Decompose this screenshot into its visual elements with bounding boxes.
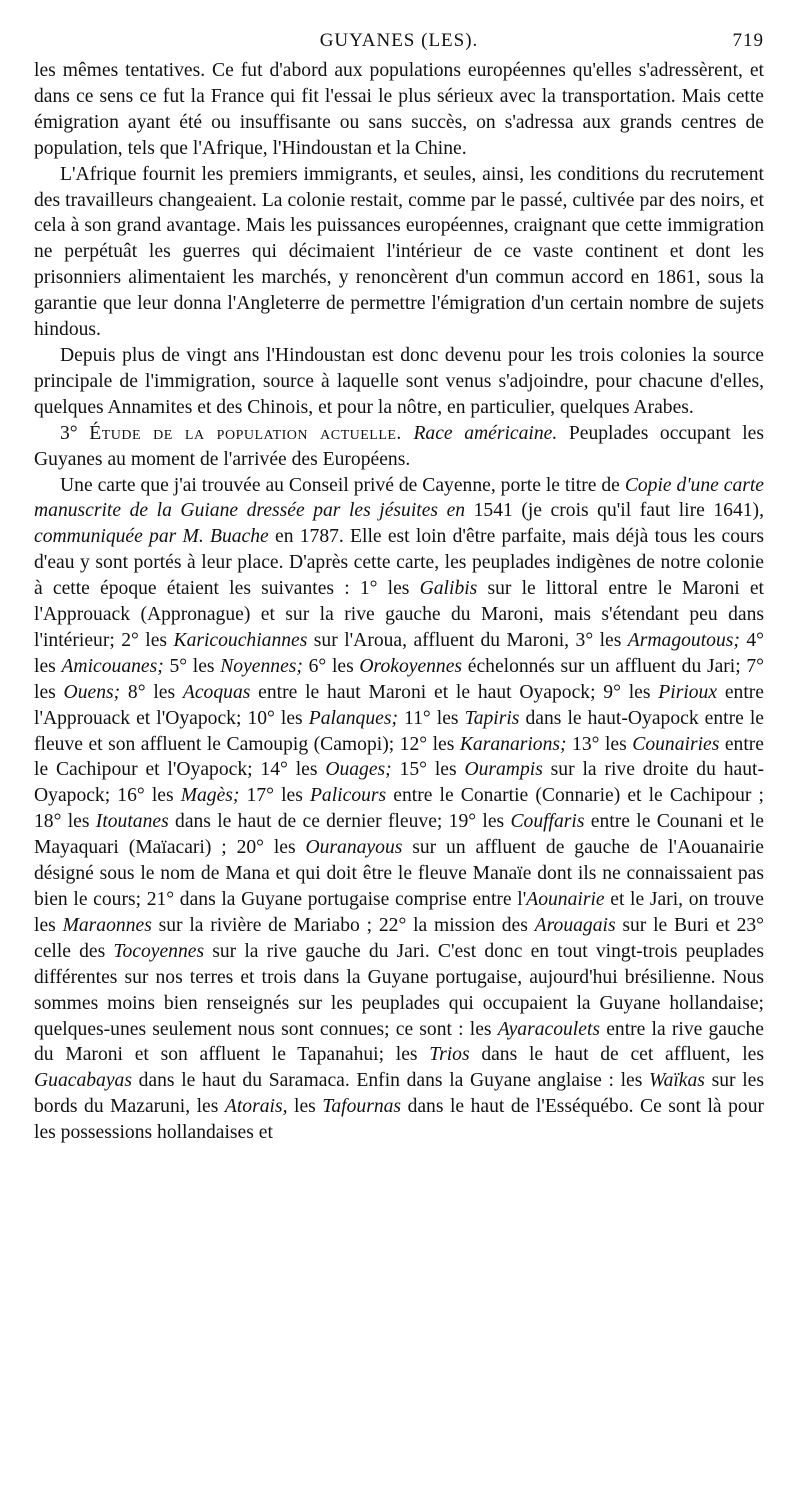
italic-text: Guacabayas [34, 1070, 132, 1092]
italic-text: Race américaine. [413, 422, 558, 444]
italic-text: Trios [429, 1044, 470, 1066]
italic-text: Ayaracoulets [497, 1018, 601, 1040]
italic-text: Tapiris [464, 707, 520, 729]
italic-text: Galibis [419, 578, 478, 600]
italic-text: Tafournas [322, 1096, 402, 1118]
italic-text: Ouens; [63, 681, 121, 703]
text-run [402, 423, 414, 444]
paragraph [34, 473, 764, 1147]
page-number: 719 [732, 30, 764, 51]
italic-text: Itoutanes [95, 811, 169, 833]
page-title: GUYANES (LES). [319, 30, 479, 51]
italic-text: Copie d'une carte manuscrite de la Guiane dressée par les jésuites en [34, 474, 764, 522]
text-run: Depuis plus de vingt ans l'Hindoustan est donc devenu pour les trois colonies la source principale de l'immigration, source à laquelle sont venus s'adjoindre, pour chacune d'elles, quelques Annamites et des Chinois, et pour la nôtre, en particulier, quelques Arabes. [34, 344, 764, 418]
text-run: sur la rive droite du haut-Oyapock; 16° les [34, 759, 764, 807]
italic-text: Orokoyennes [359, 655, 463, 677]
text-run: entre le Cachipour et l'Oyapock; 14° les [34, 733, 764, 781]
italic-text: Couffaris [510, 811, 585, 833]
text-run: sur le Buri et 23° celle des [34, 914, 765, 962]
italic-text: Aounairie [526, 889, 605, 910]
italic-text: Counairies [632, 733, 720, 755]
text-run: 15° les [391, 759, 465, 781]
italic-text: Palicours [309, 785, 387, 807]
text-run: 13° les [566, 733, 633, 755]
paragraph [34, 421, 764, 473]
text-run: dans le haut-Oyapock entre le fleuve et son affluent le Camoupig (Camopi); 12° les [34, 707, 764, 755]
text-run: sur l'Aroua, affluent du Maroni, 3° les [307, 629, 628, 651]
italic-text: Acoquas [182, 681, 251, 703]
text-run: entre le haut Maroni et le haut Oyapock; 9° les [250, 681, 659, 703]
paragraph [34, 162, 764, 343]
text-run: entre le Conartie (Connarie) et le Cachipour ; 18° les [34, 785, 764, 833]
italic-text: communiquée par M. Buache [34, 526, 269, 548]
text-run: entre le Counani et le Mayaquari (Maïacari) ; 20° les [34, 811, 764, 859]
italic-text: Waïkas [649, 1070, 705, 1092]
text-run: sur un affluent de gauche de l'Aouanairie désigné sous le nom de Mana et qui doit être le fleuve Manaïe dont ils ne connaissaient pas bien le cours; 21° dans la Guyane portugaise comprise entre l' [34, 837, 764, 910]
italic-text: Ouranayous [305, 837, 403, 859]
paragraph [34, 343, 764, 421]
italic-text: Pirioux [658, 681, 718, 703]
text-run: dans le haut de cet affluent, les [469, 1044, 764, 1066]
italic-text: Ouages; [325, 759, 392, 781]
text-run: 5° les [163, 655, 221, 677]
paragraph [34, 58, 764, 162]
text-run: 6° les [302, 655, 360, 677]
italic-text: Armagoutous; [627, 629, 740, 651]
text-run: les [287, 1096, 323, 1118]
text-run: en 1787. Elle est loin d'être parfaite, mais déjà tous les cours d'eau y sont portés à leur place. D'après cette carte, les peuplades indigènes de notre colonie à cette époque étaient les suivantes : 1° les [34, 526, 764, 600]
text-run: L'Afrique fournit les premiers immigrants, et seules, ainsi, les conditions du recrutement des travailleurs changeaient. La colonie restait, comme par le passé, cultivée par des noirs, et cela à son grand avantage. Mais les puissances européennes, craignant que cette immigration ne perpétuât les guerres qui décimaient l'intérieur de ce vaste continent et dont les prisonniers alimentaient les marchés, y renoncèrent d'un commun accord en 1861, sous la garantie que leur donna l'Angleterre de permettre l'émigration d'un certain nombre de sujets hindous. [34, 163, 764, 341]
italic-text: Tocoyennes [113, 940, 205, 962]
italic-text: Palanques; [308, 707, 398, 729]
text-run: Peuplades occupant les Guyanes au moment de l'arrivée des Européens. [34, 422, 765, 470]
text-run: les mêmes tentatives. Ce fut d'abord aux populations européennes qu'elles s'adressèrent, et dans ce sens ce fut la France qui fit l'essai le plus sérieux avec la transportation. Mais cette émigration ayant été ou insuffisante ou sans succès, on s'adressa aux grands centres de population, tels que l'Afrique, l'Hindoustan et la Chine. [34, 60, 764, 159]
italic-text: Ourampis [464, 759, 543, 781]
italic-text: Atorais, [224, 1096, 288, 1118]
italic-text: Noyennes; [220, 655, 303, 677]
text-run: 11° les [397, 707, 465, 729]
text-run: 3° [60, 422, 90, 444]
italic-text: Karicouchiannes [173, 629, 308, 651]
italic-text: Karanarions; [459, 733, 567, 755]
italic-text: Arouagais [534, 914, 616, 936]
text-run: dans le haut du Saramaca. Enfin dans la Guyane anglaise : les [131, 1070, 650, 1092]
text-run: sur la rivière de Mariabo ; 22° la mission des [151, 914, 535, 936]
text-run: entre la rive gauche du Maroni et son affluent le Tapanahui; les [34, 1018, 764, 1066]
text-run: 17° les [239, 785, 310, 807]
text-run: 4° les [34, 629, 764, 677]
text-run: dans le haut de l'Esséquébo. Ce sont là pour les possessions hollandaises et [34, 1096, 765, 1144]
text-run: et le Jari, on trouve les [34, 889, 764, 936]
text-run: sur le littoral entre le Maroni et l'Approuack (Appronague) et sur la rive gauche du Maroni, mais s'étendant peu dans l'intérieur; 2° les [34, 578, 765, 651]
text-run: entre l'Approuack et l'Oyapock; 10° les [34, 681, 765, 729]
text-run: Une carte que j'ai trouvée au Conseil privé de Cayenne, porte le titre de [60, 474, 625, 496]
text-run: 1541 (je crois qu'il faut lire 1641), [465, 500, 764, 522]
text-run: sur la rive gauche du Jari. C'est donc en tout vingt-trois peuplades différentes sur nos terres et trois dans la Guyane portugaise, aujourd'hui brésilienne. Nous sommes moins bien renseignés sur les peuplades qui occupaient la Guyane hollandaise; quelques-unes seulement nous sont connues; ce sont : les [34, 940, 764, 1040]
italic-text: Maraonnes [62, 914, 152, 936]
body-text [34, 58, 764, 1146]
text-run: 8° les [120, 681, 183, 703]
italic-text: Amicouanes; [61, 655, 164, 677]
section-heading: Étude de la population actuelle. [89, 422, 402, 444]
text-run: échelonnés sur un affluent du Jari; 7° les [34, 655, 765, 703]
text-run: dans le haut de ce dernier fleuve; 19° les [168, 811, 511, 833]
running-header [34, 30, 764, 58]
italic-text: Magès; [180, 785, 240, 807]
text-run: sur les bords du Mazaruni, les [34, 1070, 764, 1118]
